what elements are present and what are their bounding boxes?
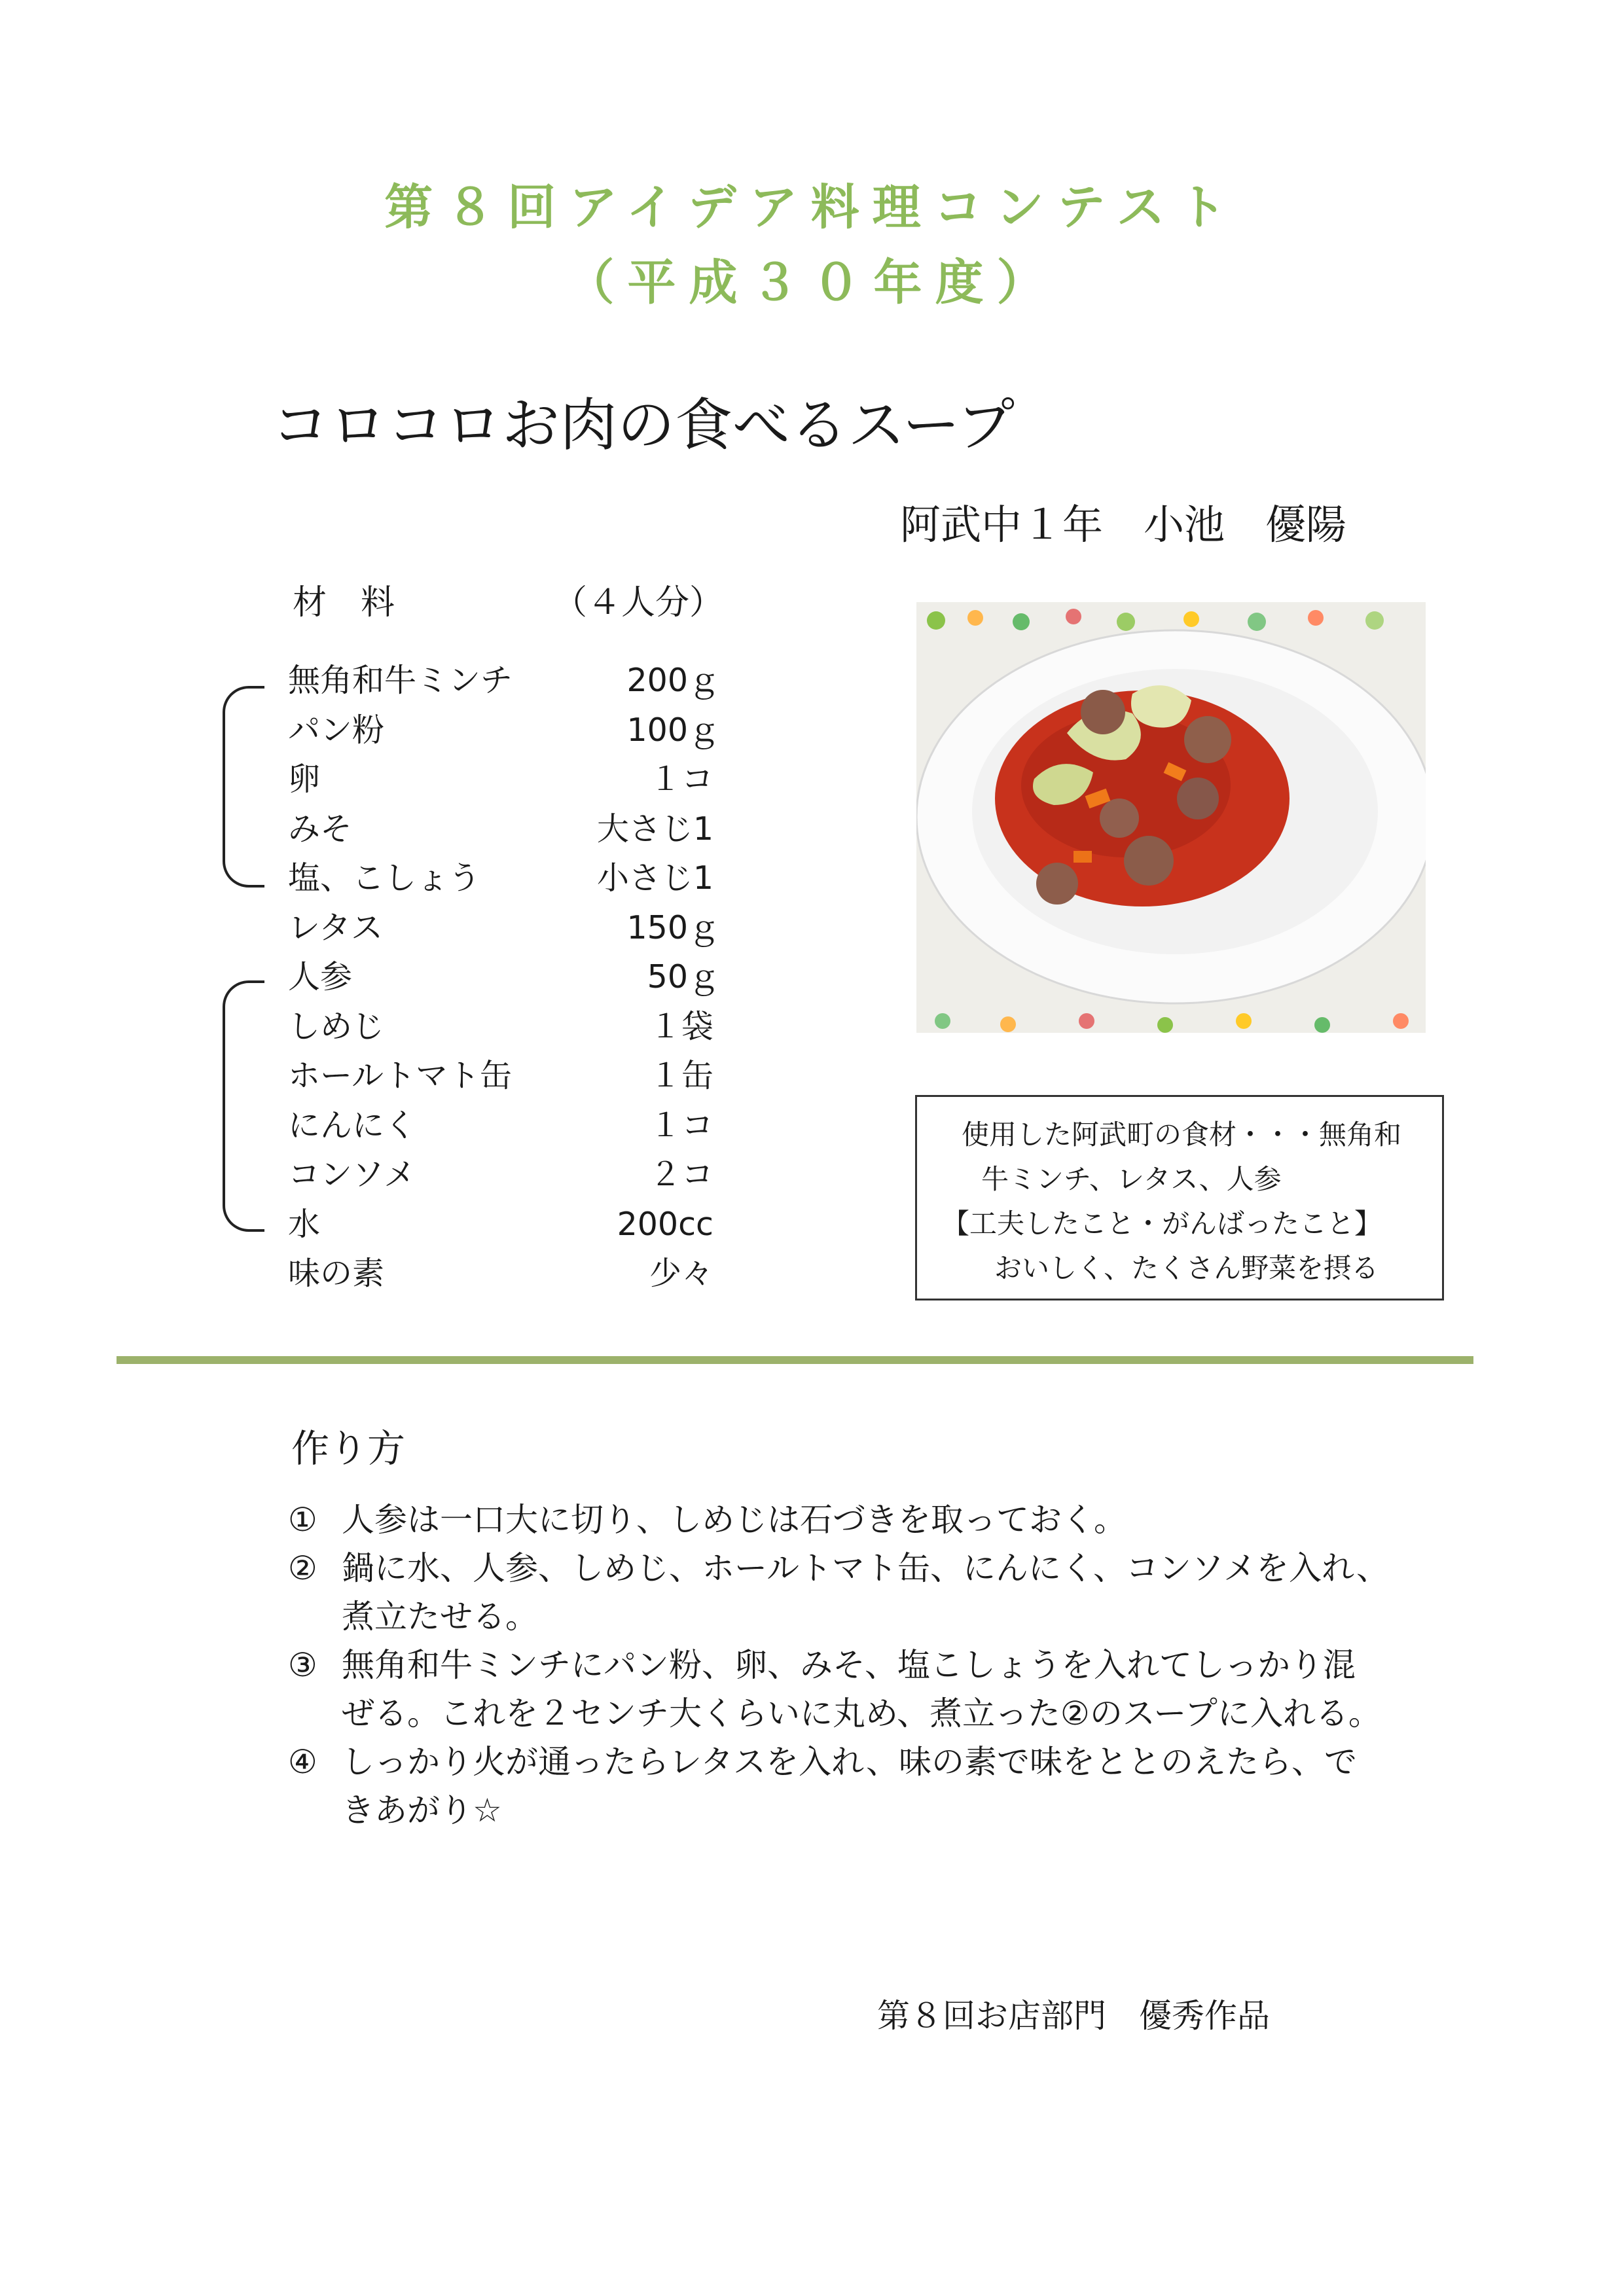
ingredient-name: ホールトマト缶 bbox=[288, 1057, 513, 1094]
ingredient-amount: 150ｇ bbox=[626, 909, 720, 946]
soup-bowl-illustration bbox=[916, 602, 1426, 1033]
step-number: ② bbox=[288, 1549, 317, 1587]
ingredient-amount: １缶 bbox=[649, 1057, 713, 1094]
ingredients-label: 材 料 bbox=[293, 583, 395, 622]
step-number: ③ bbox=[288, 1646, 317, 1684]
meatball-ingredients-bracket bbox=[223, 686, 264, 888]
ingredient-name: みそ bbox=[288, 810, 353, 848]
method-step bbox=[288, 1641, 1356, 1689]
method-step bbox=[288, 1496, 1127, 1544]
ingredient-name: パン粉 bbox=[288, 711, 385, 749]
ingredient-amount: 大さじ1 bbox=[596, 810, 713, 848]
step-text-continued: きあがり☆ bbox=[342, 1791, 502, 1829]
ingredient-name: にんにく bbox=[288, 1107, 417, 1144]
ingredient-name: 卵 bbox=[288, 761, 321, 798]
ingredient-amount: １袋 bbox=[649, 1008, 713, 1045]
ingredient-name: コンソメ bbox=[288, 1156, 416, 1193]
contest-year: （平成３０年度） bbox=[566, 255, 1058, 311]
ingredient-amount: 小さじ1 bbox=[596, 859, 713, 897]
step-text-continued: ぜる。これを２センチ大くらいに丸め、煮立った②のスープに入れる。 bbox=[342, 1695, 1381, 1732]
ingredient-amount: 200ｇ bbox=[626, 662, 720, 699]
dish-photo bbox=[916, 602, 1426, 1033]
ingredient-name: 塩、こしょう bbox=[288, 859, 481, 897]
note-line-local-ingredients: 使用した阿武町の食材・・・無角和 bbox=[962, 1119, 1402, 1151]
ingredient-amount: １コ bbox=[649, 1107, 713, 1144]
author: 阿武中１年 小池 優陽 bbox=[900, 501, 1347, 548]
ingredient-amount: ２コ bbox=[649, 1156, 713, 1193]
step-text: しっかり火が通ったらレタスを入れ、味の素で味をととのえたら、で bbox=[342, 1743, 1357, 1781]
step-text: 人参は一口大に切り、しめじは石づきを取っておく。 bbox=[342, 1501, 1127, 1539]
ingredient-amount: 100ｇ bbox=[626, 711, 720, 749]
servings-label: （４人分） bbox=[553, 583, 724, 622]
step-text-continued: 煮立たせる。 bbox=[342, 1598, 538, 1636]
note-line-local-ingredients-cont: 牛ミンチ、レタス、人参 bbox=[981, 1163, 1282, 1195]
ingredient-name: レタス bbox=[288, 909, 384, 946]
contest-title: 第８回アイデア料理コンテスト bbox=[384, 179, 1240, 236]
ingredient-name: 水 bbox=[288, 1206, 321, 1243]
ingredient-amount: １コ bbox=[649, 761, 713, 798]
award-footer: 第８回お店部門 優秀作品 bbox=[877, 1997, 1270, 2035]
ingredient-amount: 50ｇ bbox=[647, 958, 720, 996]
section-divider bbox=[117, 1356, 1473, 1364]
step-number: ④ bbox=[288, 1743, 317, 1781]
note-line-effort-heading: 【工夫したこと・がんばったこと】 bbox=[942, 1208, 1382, 1240]
recipe-title: コロコロお肉の食べるスープ bbox=[272, 391, 1015, 459]
method-step bbox=[288, 1544, 1389, 1592]
soup-ingredients-bracket bbox=[223, 980, 264, 1232]
ingredient-amount: 200cc bbox=[617, 1206, 713, 1243]
ingredient-name: 味の素 bbox=[288, 1255, 385, 1292]
step-text: 鍋に水、人参、しめじ、ホールトマト缶、にんにく、コンソメを入れ、 bbox=[342, 1549, 1389, 1587]
step-text: 無角和牛ミンチにパン粉、卵、みそ、塩こしょうを入れてしっかり混 bbox=[342, 1646, 1356, 1684]
method-title: 作り方 bbox=[291, 1426, 406, 1471]
ingredient-name: 人参 bbox=[288, 958, 353, 996]
note-line-effort: おいしく、たくさん野菜を摂る bbox=[994, 1252, 1379, 1284]
ingredient-amount: 少々 bbox=[649, 1255, 713, 1292]
method-step bbox=[288, 1738, 1357, 1786]
ingredient-name: しめじ bbox=[288, 1008, 385, 1045]
ingredients-note-box bbox=[915, 1095, 1444, 1300]
ingredient-name: 無角和牛ミンチ bbox=[288, 662, 513, 699]
step-number: ① bbox=[288, 1501, 317, 1539]
